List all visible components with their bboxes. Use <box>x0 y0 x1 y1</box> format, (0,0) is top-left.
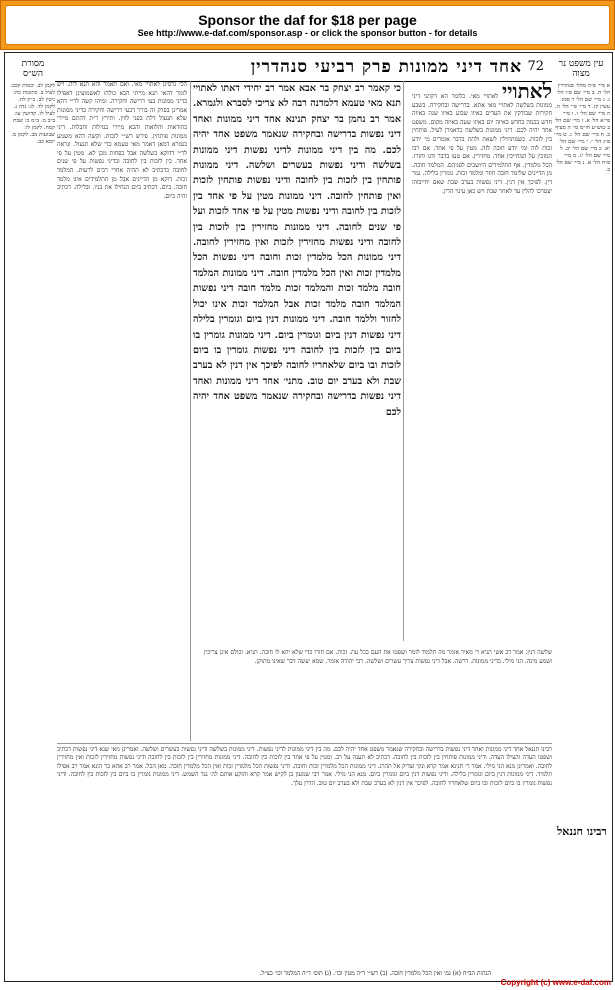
gemara-text: כי קאמר רב יצחק בר אבא אמר רב יחידי דאתו לאתויי תנא מאי טעמא דלמדנה רבה לא צריכי לסברא ולגמרא. אמר רב נחמן בר יצחק תנינא אחד דיני ממונות ואחד דיני נפשות בדרישה ובחקירה שנאמר משפט אחד יהיה לכם. מה בין דיני ממונות לדיני נפשות דיני ממונות בשלשה ודיני נפשות בעשרים ושלשה. דיני ממונות פותחין בין לזכות בין לחובה ודיני נפשות פותחין לזכות ואין פותחין לחובה. דיני ממונות מטין על פי אחד בין לזכות בין לחובה ודיני נפשות מטין על פי אחד לזכות ועל פי שנים לחובה. דיני ממונות מחזירין בין לזכות בין לחובה ודיני נפשות מחזירין לזכות ואין מחזירין לחובה. דיני ממונות הכל מלמדין זכות וחובה דיני נפשות הכל מלמדין זכות ואין הכל מלמדין חובה. דיני ממונות המלמד חובה מלמד זכות והמלמד זכות מלמד חובה דיני נפשות המלמד חובה מלמד זכות אבל המלמד זכות אינו יכול לחזור וללמד חובה. דיני ממונות דנין ביום וגומרין בלילה דיני נפשות דנין ביום וגומרין ביום. דיני ממונות גומרין בו ביום בין לזכות בין לחובה דיני נפשות גומרין בו ביום לזכות ובו ביום שלאחריו לחובה לפיכך אין דנין לא בערב שבת ולא בערב יום טוב. מתני׳ אחד דיני ממונות ואחד דיני נפשות בדרישה ובחקירה שנאמר משפט אחד יהיה לכם <box>193 83 401 418</box>
page-header <box>5 57 612 79</box>
hagahot-footer: הגהות הב״ח (א) גמ׳ ואין הכל מלמדין חובה. (ב) רש״י ד״ה מטין וכו׳. (ג) תוס׳ ד״ה המלמד וכו׳ כצ״ל. <box>259 970 491 977</box>
sponsor-banner[interactable] <box>0 0 615 50</box>
ein-mishpat-text: א מיי׳ פ״ה מהל׳ סנהדרין הל׳ ח. ב מיי׳ שם פ״ו הל׳ ג. ג מיי׳ שם הל׳ ד סמג עשין קז. ד מיי׳ פ״י הל׳ ה. ה מיי׳ שם הל׳ ו. ו מיי׳ פי״א הל׳ א. ז מיי׳ שם הל׳ ב טוש״ע חו״מ סי׳ ה סעיף ב. ח מיי׳ שם הל׳ ג. ט מיי׳ פ״ג הל׳ י. י מיי׳ שם הל׳ יא. כ מיי׳ שם הל׳ יב. ל מיי׳ שם הל׳ יג. מ מיי׳ פ״ח הל׳ א. נ מיי׳ שם הל׳ ב. <box>554 83 610 173</box>
section-divider <box>57 743 552 744</box>
talmud-page <box>4 52 613 982</box>
tosafot-commentary: הכי גרסינן לאתויי מאי. ואם תאמר והא תנא ליה. ויש לומר דהאי תנא מייתי הכא כולהו לאשמועינן דאפילו בדיני ממונות בעי דרישה וחקירה. ומיהו קשה לר״י דהא אמרינן בפרק זה בורר דבעי דרישה וחקירה בדיני ממונות שלא תנעול דלת בפני לווין. ותירץ ר״ת דהתם מיירי בהודאות והלואות והכא מיירי בגזילות וחבלות. דיני ממונות פותחין. פירש רש״י לזכות. וקשה דהא משמע בגמרא דמאן דאמר מאי טעמא כדי שלא תנעול. ונראה לר״י דדוקא בשלשה אבל בפחות מכן לא. מטין על פי אחד. בין לזכות בין לחובה ובדיני נפשות על פי שנים לחובה כדכתיב לא תהיה אחרי רבים לרעות. המלמד זכות. דוקא מן הדיינים אבל מן התלמידים אינו מלמד חובה. ביום. דכתיב ביום הנחילו את בניו. ובלילה. דכתיב והיה ביום. <box>57 81 187 200</box>
column-divider <box>403 81 404 641</box>
sponsor-banner-box[interactable] <box>5 5 610 45</box>
sponsor-subtitle[interactable]: See http://www.e-daf.com/sponsor.asp - or click the sponsor button - for details <box>137 27 478 38</box>
masoret-hashas-heading: מסורת הש״ס <box>21 59 45 79</box>
copyright-link[interactable]: Copyright (c) www.e-daf.com <box>500 978 611 987</box>
masoret-hashas-text: לקמן לב. יבמות קכב: לעיל ב. כתובות כה: גיטין לב. ב״ק לח. לקמן לד. לג: נדה נ. לעיל לו. קדושין עו: ב״ב מ. ב״מ כ: שבת קמח. לקמן לו: שבועות מב. לקמן מ. יומא כב. <box>10 83 55 145</box>
rashi-commentary-lower: שלשה דנין. אמר רב אשי תניא ר׳ מאיר אומר מה תלמוד לומר ושפטו את העם בכל עת. זכות. אם חזרו כדי שלא יהא לו חובה. תניא. וכולם אינן צריכין ושמע מינה. הני מילי. בדיני ממונות. דרשה. אבל דיני נפשות צריך עשרים ושלשה. רבי יהודה אומר. שמא יעשה דבר שאינו מתוקן. <box>204 649 552 665</box>
sponsor-title: Sponsor the daf for $18 per page <box>198 11 417 28</box>
rashi-text: לאתויי מאי. כלומר הא דקתני דיני ממונות בשלשה לאתויי מאי אתא. בדרישה ובחקירה. בשבע חקירות שבודקין את העדים באיזו שבוע באיזו שנה באיזה חדש בכמה בחדש באיזה יום באיזו שעה באיזה מקום. משפט אחד יהיה לכם. דיני ממונות בשלשה כדאמרן לעיל. פותחין בין לזכות. כשמתחילין לשאת ולתת בדבר אומרים מי יודע זכות לזה ומי יודע חובה לזה. מטין על פי אחד. אם רבו המזכין על המחייבין אחד. מחזירין. אם טעו בדבר ודנו וחזרו. הכל מלמדין. אף התלמידים היושבים לפניהם. המלמד חובה. מן הדיינים שלימד חובה חוזר ומלמד זכות. גומרין בלילה. גמר דין. לפיכך אין דנין. דיני נפשות בערב שבת שאם יחייבוהו יצטרכו להלין עד לאחר שבת ויש כאן עינוי הדין. <box>412 93 552 195</box>
opening-word: לאתויי <box>502 81 552 103</box>
ein-mishpat-heading: עין משפט נר מצוה <box>558 59 604 79</box>
rabbeinu-chananel-commentary: רבינו חננאל אחד דיני ממונות ואחד דיני נפשות בדרישה ובחקירה שנאמר משפט אחד יהיה לכם. מה בין דיני ממונות לדיני נפשות. דיני ממונות בשלשה ודיני נפשות בעשרים ושלשה. ואמרינן מאי שנא דיני נפשות דכתיב ושפטו העדה והצילו העדה. ודיני ממונות פותחין בין לזכות בין לחובה. דכתיב לא תענה על רב. ומטין על פי אחד בין לזכות בין לחובה. דיני ממונות מחזירין בין לזכות בין לחובה ודיני נפשות מחזירין לזכות ואין מחזירין לחובה. ואמרינן מנא הני מילי. אמר ר׳ חנינא אמר קרא ונקי וצדיק אל תהרג. דיני ממונות הכל מלמדין זכות וחובה. ודיני נפשות הכל מלמדין זכות ואין הכל מלמדין חובה. מאן הכל. אמר רב אחא בר הונא אמר רב אפילו תלמיד. דיני ממונות דנין ביום וגומרין בלילה. ודיני נפשות דנין ביום וגומרין ביום. מנא הני מילי. אמר רבי שמעון בן לקיש אמר קרא והוקע אותם לה׳ נגד השמש. דיני ממונות גומרין בו ביום בין לזכות בין לחובה. ודיני נפשות גומרין בו ביום לזכות ובו ביום שלאחריו לחובה. לפיכך אין דנין לא בערב שבת ולא בערב יום טוב. הדרן עלך. <box>57 746 552 787</box>
page-number: 72 <box>527 59 544 74</box>
page-title: אחד דיני ממונות פרק רביעי סנהדרין <box>250 57 522 77</box>
margin-left-column <box>7 83 55 981</box>
margin-right-column <box>554 83 610 981</box>
rabbeinu-chananel-title: רבינו חננאל <box>557 825 607 838</box>
column-divider <box>190 81 191 741</box>
rashi-commentary <box>412 81 552 641</box>
main-text-area <box>57 81 552 981</box>
